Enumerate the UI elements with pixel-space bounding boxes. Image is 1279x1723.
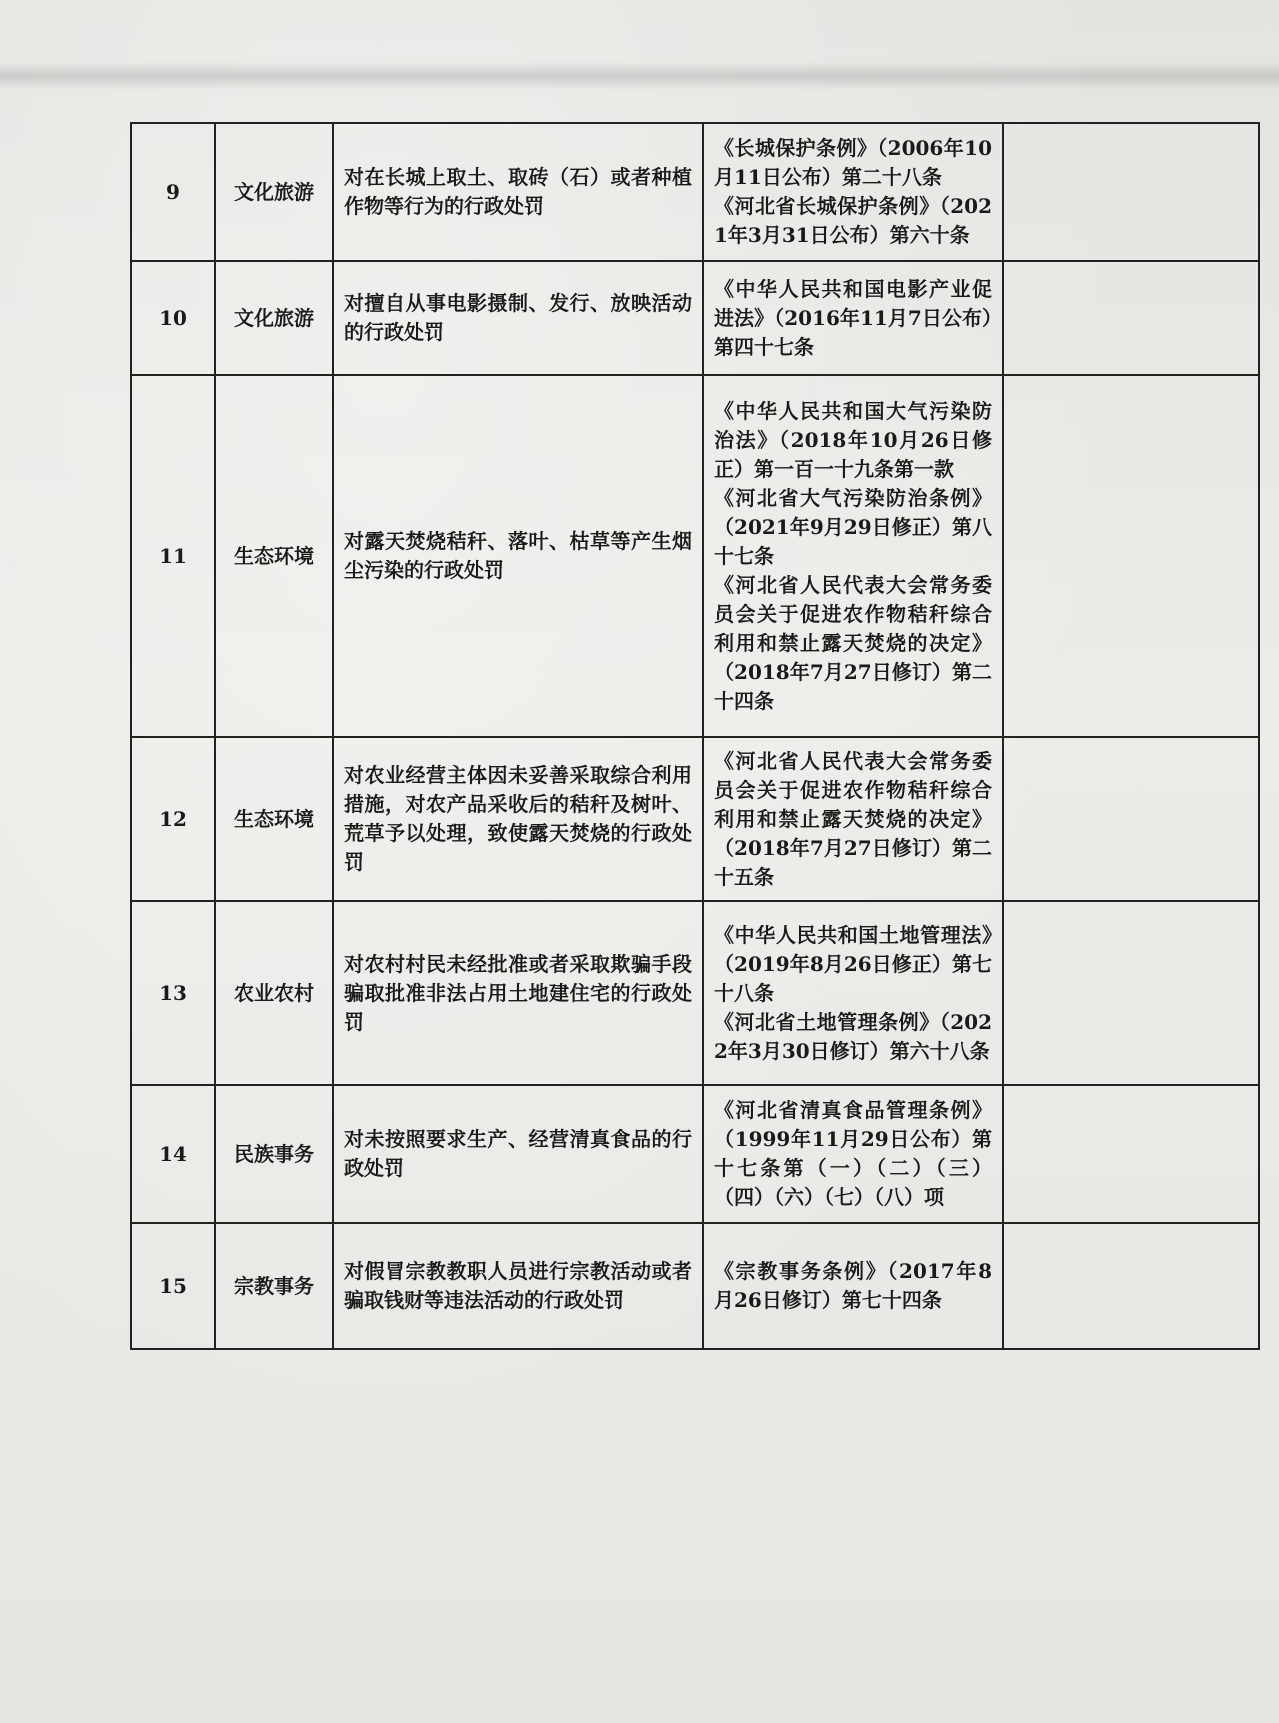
row-number: 15 [131, 1223, 215, 1349]
row-number: 11 [131, 375, 215, 737]
scan-artifact-band [0, 62, 1279, 90]
table-row [131, 1223, 1259, 1349]
table-row [131, 261, 1259, 375]
row-note [1003, 901, 1259, 1085]
basis-line: 《河北省土地管理条例》（2022年3月30日修订）第六十八条 [714, 1009, 992, 1063]
row-category: 生态环境 [215, 375, 333, 737]
row-legal-basis [703, 123, 1003, 261]
row-number: 14 [131, 1085, 215, 1223]
basis-line: 《河北省人民代表大会常务委员会关于促进农作物秸秆综合利用和禁止露天焚烧的决定》（2018年7月27日修订）第二十五条 [714, 748, 992, 889]
basis-line: 《河北省人民代表大会常务委员会关于促进农作物秸秆综合利用和禁止露天焚烧的决定》（2018年7月27日修订）第二十四条 [714, 572, 992, 713]
row-note [1003, 737, 1259, 901]
row-note [1003, 123, 1259, 261]
row-number: 9 [131, 123, 215, 261]
row-item: 对农业经营主体因未妥善采取综合利用措施，对农产品采收后的秸秆及树叶、荒草予以处理，致使露天焚烧的行政处罚 [333, 737, 703, 901]
row-item: 对在长城上取土、取砖（石）或者种植作物等行为的行政处罚 [333, 123, 703, 261]
row-category: 农业农村 [215, 901, 333, 1085]
basis-line: 《中华人民共和国电影产业促进法》（2016年11月7日公布）第四十七条 [714, 276, 992, 359]
table-row [131, 123, 1259, 261]
table-row [131, 1085, 1259, 1223]
penalty-items-table [130, 122, 1260, 1350]
basis-line: 《河北省长城保护条例》（2021年3月31日公布）第六十条 [714, 194, 992, 247]
row-legal-basis [703, 737, 1003, 901]
table-row [131, 375, 1259, 737]
basis-line: 《中华人民共和国土地管理法》（2019年8月26日修正）第七十八条 [714, 922, 992, 1005]
row-category: 宗教事务 [215, 1223, 333, 1349]
basis-line: 《中华人民共和国大气污染防治法》（2018年10月26日修正）第一百一十九条第一款 [714, 398, 992, 481]
row-legal-basis [703, 1223, 1003, 1349]
basis-line: 《河北省大气污染防治条例》（2021年9月29日修正）第八十七条 [714, 485, 992, 568]
table-row [131, 901, 1259, 1085]
row-note [1003, 1085, 1259, 1223]
row-item: 对假冒宗教教职人员进行宗教活动或者骗取钱财等违法活动的行政处罚 [333, 1223, 703, 1349]
row-category: 文化旅游 [215, 261, 333, 375]
row-category: 民族事务 [215, 1085, 333, 1223]
basis-line: 《宗教事务条例》（2017年8月26日修订）第七十四条 [714, 1259, 992, 1312]
row-number: 13 [131, 901, 215, 1085]
row-category: 生态环境 [215, 737, 333, 901]
row-item: 对擅自从事电影摄制、发行、放映活动的行政处罚 [333, 261, 703, 375]
table-row [131, 737, 1259, 901]
basis-line: 《长城保护条例》（2006年10月11日公布）第二十八条 [714, 136, 992, 189]
basis-line: 《河北省清真食品管理条例》（1999年11月29日公布）第十七条第（一）（二）（三）（四）（六）（七）（八）项 [714, 1098, 992, 1209]
row-category: 文化旅游 [215, 123, 333, 261]
row-note [1003, 261, 1259, 375]
row-number: 10 [131, 261, 215, 375]
row-note [1003, 1223, 1259, 1349]
row-legal-basis [703, 261, 1003, 375]
row-item: 对农村村民未经批准或者采取欺骗手段骗取批准非法占用土地建住宅的行政处罚 [333, 901, 703, 1085]
row-legal-basis [703, 901, 1003, 1085]
row-item: 对露天焚烧秸秆、落叶、枯草等产生烟尘污染的行政处罚 [333, 375, 703, 737]
row-note [1003, 375, 1259, 737]
row-item: 对未按照要求生产、经营清真食品的行政处罚 [333, 1085, 703, 1223]
row-number: 12 [131, 737, 215, 901]
row-legal-basis [703, 375, 1003, 737]
row-legal-basis [703, 1085, 1003, 1223]
